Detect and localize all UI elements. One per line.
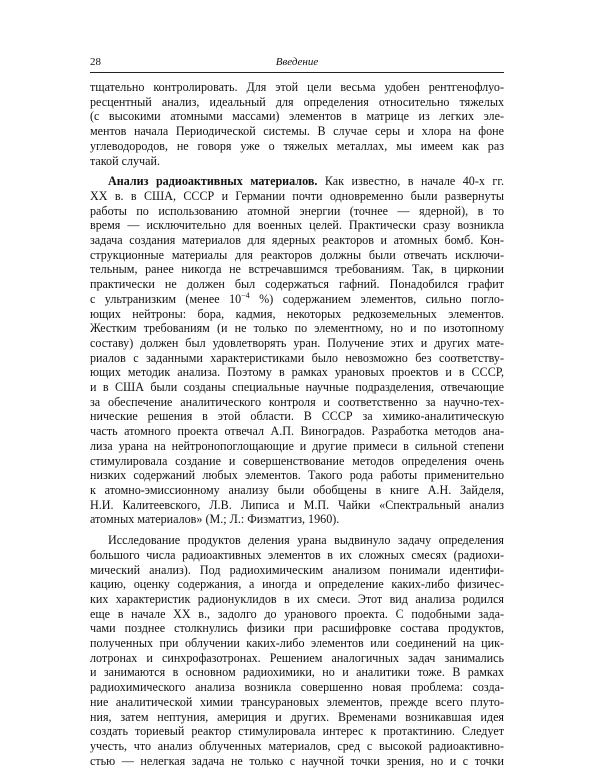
text-line: тщательно контролировать. Для этой цели весьма удобен рентгенофлуо- — [90, 80, 504, 94]
text-line: задача создания материалов для ядерных реакторов и атомных бомб. Кон- — [90, 233, 504, 248]
paragraph-3 — [90, 533, 504, 768]
body-text — [90, 80, 504, 768]
text-line: ющих нейтроны: бора, кадмия, некоторых редкоземельных элементов. — [90, 306, 504, 321]
text-line: ния, затем нептуния, америция и других. Временами возникавшая идея — [90, 709, 504, 724]
text-line: стимулировала создание и совершенствование методов определения очень — [90, 453, 504, 468]
text-line: мический анализ). Под радиохимическим анализом понимали идентифи- — [90, 562, 504, 577]
text-line: полученных при облучении каких-либо элементов или соединений на цик- — [90, 636, 504, 651]
text-line: чами позднее столкнулись физики при расшифровке состава продуктов, — [90, 621, 504, 636]
text-line: практически не должен был содержаться гафний. Понадобился графит — [90, 277, 504, 292]
text-line: струкционные материалы для реакторов должны были отвечать исключи- — [90, 247, 504, 262]
text-line: Исследование продуктов деления урана выдвинуло задачу определения — [108, 533, 504, 548]
text-line: лотронах и синхрофазотронах. Решением аналогичных задач занимались — [90, 650, 504, 665]
text-line: углеводородов, не говоря уже о тяжелых металлах, мы имеем как раз — [90, 138, 504, 153]
text-line: атомных материалов» (М.; Л.: Физматгиз, 1960). — [90, 512, 340, 527]
text-line: ресцентный анализ, идеальный для определения относительно тяжелых — [90, 94, 504, 109]
text-line: Н.И. Калитеевского, Л.В. Липиса и М.П. Чайки «Спектральный анализ — [90, 497, 504, 512]
text-line: такой случай. — [90, 153, 160, 168]
text-line: за обеспечение аналитического контроля и соответственно за научно-тех- — [90, 394, 504, 409]
text-line: нические решения в этой области. В СССР за химико-аналитическую — [90, 409, 504, 424]
text-span: Как известно, в начале 40-х гг. — [317, 174, 504, 189]
text-line: и в США были созданы специальные научные подразделения, отвечающие — [90, 380, 504, 395]
text-line: кацию, оценку содержания, а иногда и определение каких-либо физичес- — [90, 577, 504, 592]
page-header — [90, 54, 504, 73]
superscript: −4 — [241, 291, 250, 300]
text-line — [90, 292, 504, 307]
text-line: Жестким требованиям (и не только по элементному, но и по изотопному — [90, 321, 504, 336]
text-line: к атомно-эмиссионному анализу были обобщены в книге А.Н. Зайделя, — [90, 482, 504, 497]
text-line — [90, 174, 504, 189]
text-line: XX в. в США, СССР и Германии почти одновременно были развернуты — [90, 188, 504, 203]
text-line: ментов начала Периодической системы. В случае серы и хлора на фоне — [90, 124, 504, 139]
paragraph-1 — [90, 80, 504, 168]
text-line: стью — нелегкая задача не только с научной точки зрения, но и с точки — [90, 753, 504, 768]
text-line: (с высокими атомными массами) элементов в матрице из легких эле- — [90, 109, 504, 124]
text-line: риалов с заданными характеристиками было невозможно без соответству- — [90, 350, 504, 365]
text-span: %) содержанием элементов, сильно погло- — [249, 291, 504, 306]
section-heading: Анализ радиоактивных материалов. — [108, 174, 318, 189]
text-line: ких характеристик радионуклидов в их смеси. Этот вид анализа родился — [90, 591, 504, 606]
text-line: ние аналитической химии трансурановых элементов, прежде всего плуто- — [90, 694, 504, 709]
page-number: 28 — [90, 56, 101, 68]
text-span: с ультранизким (менее 10 — [90, 291, 242, 306]
text-line: лиза урана на нейтронопоглощающие и другие примеси в сильной степени — [90, 438, 504, 453]
text-line: низких содержаний любых элементов. Такого рода работы применительно — [90, 468, 504, 483]
text-line: часть атомного проекта отвечал А.П. Виноградов. Разработка методов ана- — [90, 424, 504, 439]
running-title: Введение — [275, 56, 319, 68]
text-line: ющих методик анализа. Поэтому в рамках урановых проектов и в СССР, — [90, 365, 504, 380]
paragraph-2 — [90, 174, 504, 527]
text-line: создать ториевый реактор стимулировала интерес к протактинию. Следует — [90, 724, 504, 739]
text-line: и занимаются в основном радиохимики, но и аналитики тоже. В рамках — [90, 665, 504, 680]
text-line: еще в начале XX в., задолго до уранового проекта. С подобными зада- — [90, 606, 504, 621]
text-line: время — исключительно для военных целей. Практически сразу возникла — [90, 218, 504, 233]
text-line: тельным, ранее никогда не встречавшимся требованиям. Так, в цирконии — [90, 262, 504, 277]
text-line: работы по использованию атомной энергии (точнее — ядерной), в то — [90, 203, 504, 218]
text-line: учесть, что анализ облученных материалов, сред с высокой радиоактивно- — [90, 738, 504, 753]
text-line: составу) должен был удовлетворять уран. Получение этих и других мате- — [90, 335, 504, 350]
text-line: большого числа радиоактивных элементов в их сложных смесях (радиохи- — [90, 547, 504, 562]
text-line: радиохимического анализа возникла совершенно новая проблема: созда- — [90, 680, 504, 695]
